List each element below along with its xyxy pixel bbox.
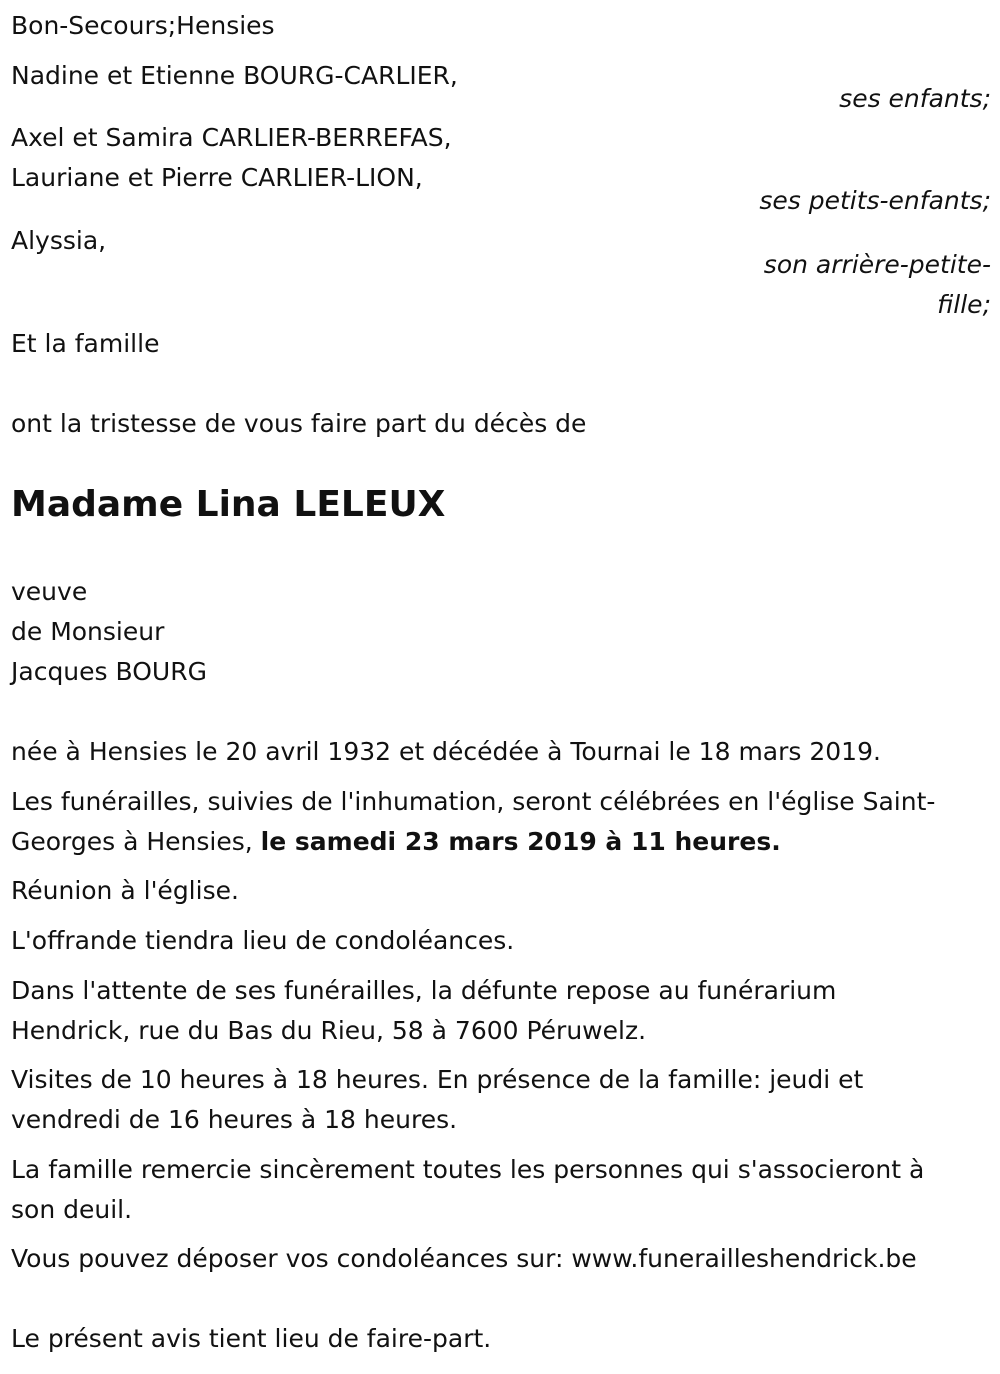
rest-line-1: Dans l'attente de ses funérailles, la défunte repose au funérarium <box>11 976 837 1005</box>
widow-line-3: Jacques BOURG <box>11 657 207 686</box>
role-great-grandchild-b: fille; <box>937 290 991 319</box>
thanks-line-1: La famille remercie sincèrement toutes les personnes qui s'associeront à <box>11 1155 925 1184</box>
funeral-line-2 <box>11 822 781 862</box>
deceased-name: Madame Lina LELEUX <box>11 484 446 525</box>
notice-text: Le présent avis tient lieu de faire-part. <box>11 1324 492 1353</box>
family-line-great-grandchild: Alyssia, <box>11 226 107 255</box>
family-line-family: Et la famille <box>11 329 160 358</box>
role-great-grandchild-a: son arrière-petite- <box>763 250 991 279</box>
widow-line-2: de Monsieur <box>11 617 165 646</box>
family-line-grandchild-1: Axel et Samira CARLIER-BERREFAS, <box>11 123 452 152</box>
funeral-place: Georges à Hensies, <box>11 827 261 856</box>
meeting-info: Réunion à l'église. <box>11 876 239 905</box>
role-grandchildren: ses petits-enfants; <box>759 186 991 215</box>
funeral-line-1: Les funérailles, suivies de l'inhumation, seront célébrées en l'église Saint- <box>11 787 936 816</box>
family-line-children: Nadine et Etienne BOURG-CARLIER, <box>11 61 458 90</box>
family-line-grandchild-2: Lauriane et Pierre CARLIER-LION, <box>11 163 423 192</box>
thanks-line-2: son deuil. <box>11 1195 133 1224</box>
rest-line-2: Hendrick, rue du Bas du Rieu, 58 à 7600 Péruwelz. <box>11 1016 647 1045</box>
funeral-date: le samedi 23 mars 2019 à 11 heures. <box>260 827 781 856</box>
widow-line-1: veuve <box>11 577 88 606</box>
announcement-intro: ont la tristesse de vous faire part du décès de <box>11 409 587 438</box>
offering-info: L'offrande tiendra lieu de condoléances. <box>11 926 515 955</box>
visits-line-1: Visites de 10 heures à 18 heures. En présence de la famille: jeudi et <box>11 1065 864 1094</box>
visits-line-2: vendredi de 16 heures à 18 heures. <box>11 1105 458 1134</box>
condolences-info: Vous pouvez déposer vos condoléances sur: www.funerailleshendrick.be <box>11 1244 917 1273</box>
header-place: Bon-Secours;Hensies <box>11 11 275 40</box>
role-children: ses enfants; <box>839 84 991 113</box>
birth-death: née à Hensies le 20 avril 1932 et décédée à Tournai le 18 mars 2019. <box>11 737 881 766</box>
